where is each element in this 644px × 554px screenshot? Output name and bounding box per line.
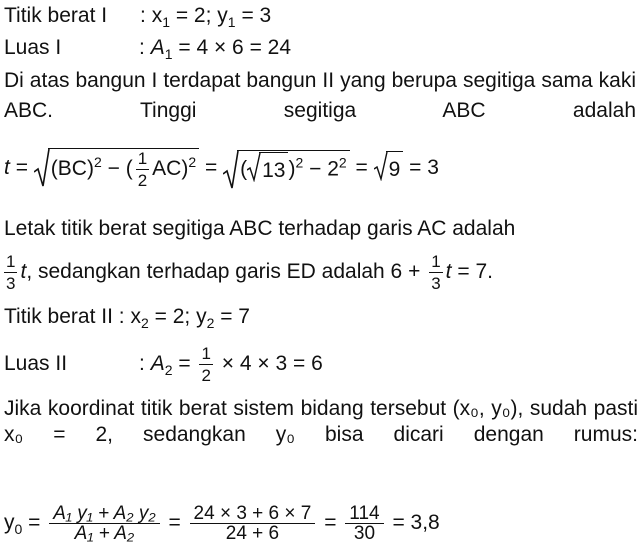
centroid-1-line	[4, 3, 271, 29]
y-var: y	[196, 305, 207, 328]
t-var: t	[445, 260, 452, 283]
y-var: y	[217, 4, 228, 27]
half-fraction	[199, 345, 212, 384]
numeric-fraction	[190, 504, 316, 543]
denominator: 30	[353, 522, 376, 544]
colon: :	[139, 352, 145, 375]
denominator: 24 + 6	[225, 522, 280, 544]
radicand-9: 9	[386, 151, 404, 187]
equals: =	[355, 156, 368, 180]
x-subscript: 1	[162, 14, 170, 30]
sqrt-sign-icon	[374, 151, 388, 181]
y-subscript: 0	[14, 521, 23, 537]
equals: =	[15, 156, 28, 180]
colon: :	[139, 36, 145, 59]
exponent: 2	[338, 154, 347, 171]
exponent: 2	[188, 154, 197, 171]
result: = 3,8	[392, 511, 440, 534]
area-1-expression: = 4 × 6 = 24	[178, 36, 292, 59]
centroid-2-line	[4, 304, 250, 330]
minus-two: − 2	[309, 157, 339, 181]
area-2-expression: × 4 × 3 = 6	[221, 352, 323, 375]
area-1-label: Luas I	[4, 36, 62, 59]
sqrt-sign-icon	[223, 150, 239, 190]
equals: =	[178, 352, 191, 375]
area-2-label: Luas II	[4, 352, 68, 375]
y-subscript: 2	[206, 315, 215, 331]
y-value: = 7	[220, 305, 250, 328]
centroid-height-line	[4, 250, 493, 294]
sqrt-outer-1	[34, 148, 199, 189]
area-subscript: 1	[164, 46, 173, 62]
x-value: = 2;	[154, 305, 191, 328]
denominator: A₁ + A₂	[74, 522, 135, 544]
x-var: x	[151, 4, 163, 27]
paragraph-system-centroid: Jika koordinat titik berat sistem bidang tersebut (x₀, y₀), sudah pasti x₀ = 2, sedangkan y₀ bisa dicari dengan rumus:	[4, 397, 638, 446]
third-fraction	[429, 253, 442, 292]
numerator: 1	[201, 343, 211, 363]
x-subscript: 2	[140, 315, 149, 331]
denominator: 3	[431, 273, 441, 293]
centroid-2-label: Titik berat II	[4, 305, 113, 328]
numerator: 1	[431, 251, 441, 271]
sqrt-9	[374, 151, 404, 187]
numerator: A₁ y₁ + A₂ y₂	[49, 504, 159, 524]
x-value: = 2;	[175, 4, 212, 27]
numerator: 1	[137, 149, 148, 168]
minus: − (	[107, 157, 133, 181]
equals-seven: = 7.	[457, 260, 493, 283]
equals: =	[204, 156, 218, 180]
area-var: A	[150, 36, 165, 59]
paragraph-centroid-ac: Letak titik berat segitiga ABC terhadap garis AC adalah	[4, 217, 516, 240]
colon: :	[118, 305, 125, 328]
height-formula	[4, 148, 439, 189]
ac-term: AC)	[152, 157, 189, 181]
t-var: t	[4, 156, 10, 180]
y-subscript: 1	[227, 14, 236, 30]
sqrt-outer-2	[223, 150, 350, 188]
ed-text: , sedangkan terhadap garis ED adalah 6 +	[26, 260, 421, 283]
area-var: A	[150, 352, 165, 375]
paren-open: (	[240, 157, 248, 181]
centroid-1-label: Titik berat I	[4, 4, 108, 27]
numerator: 1	[6, 251, 16, 271]
y-value: = 3	[241, 4, 272, 27]
x-var: x	[130, 305, 141, 328]
simplified-fraction	[345, 504, 383, 543]
half-fraction	[136, 150, 149, 189]
exponent: 2	[295, 154, 304, 171]
paren-close: )	[288, 157, 296, 181]
y0-formula	[4, 496, 440, 550]
area-subscript: 2	[164, 362, 173, 378]
equals: =	[168, 511, 181, 534]
y-var: y	[4, 511, 15, 534]
sqrt-sign-icon	[34, 148, 50, 188]
weighted-fraction	[49, 504, 159, 543]
sqrt-13	[247, 152, 288, 188]
t-var: t	[20, 260, 27, 283]
sqrt-sign-icon	[247, 152, 261, 182]
radicand-13: 13	[259, 152, 288, 188]
denominator: 2	[137, 171, 148, 190]
denominator: 2	[201, 365, 211, 385]
bc-term: (BC)	[50, 157, 94, 181]
third-fraction	[4, 253, 17, 292]
exponent: 2	[93, 154, 102, 171]
numerator: 114	[345, 504, 383, 524]
equals: =	[28, 511, 41, 534]
colon: :	[140, 4, 146, 27]
area-1-line	[4, 35, 291, 61]
numerator: 24 × 3 + 6 × 7	[190, 504, 316, 524]
paragraph-triangle-intro: Di atas bangun I terdapat bangun II yang berupa segitiga sama kaki ABC. Tinggi segitiga ABC adalah	[4, 69, 636, 122]
area-2-line	[4, 342, 323, 386]
denominator: 3	[6, 273, 16, 293]
equals: =	[324, 511, 337, 534]
result: = 3	[409, 156, 439, 180]
